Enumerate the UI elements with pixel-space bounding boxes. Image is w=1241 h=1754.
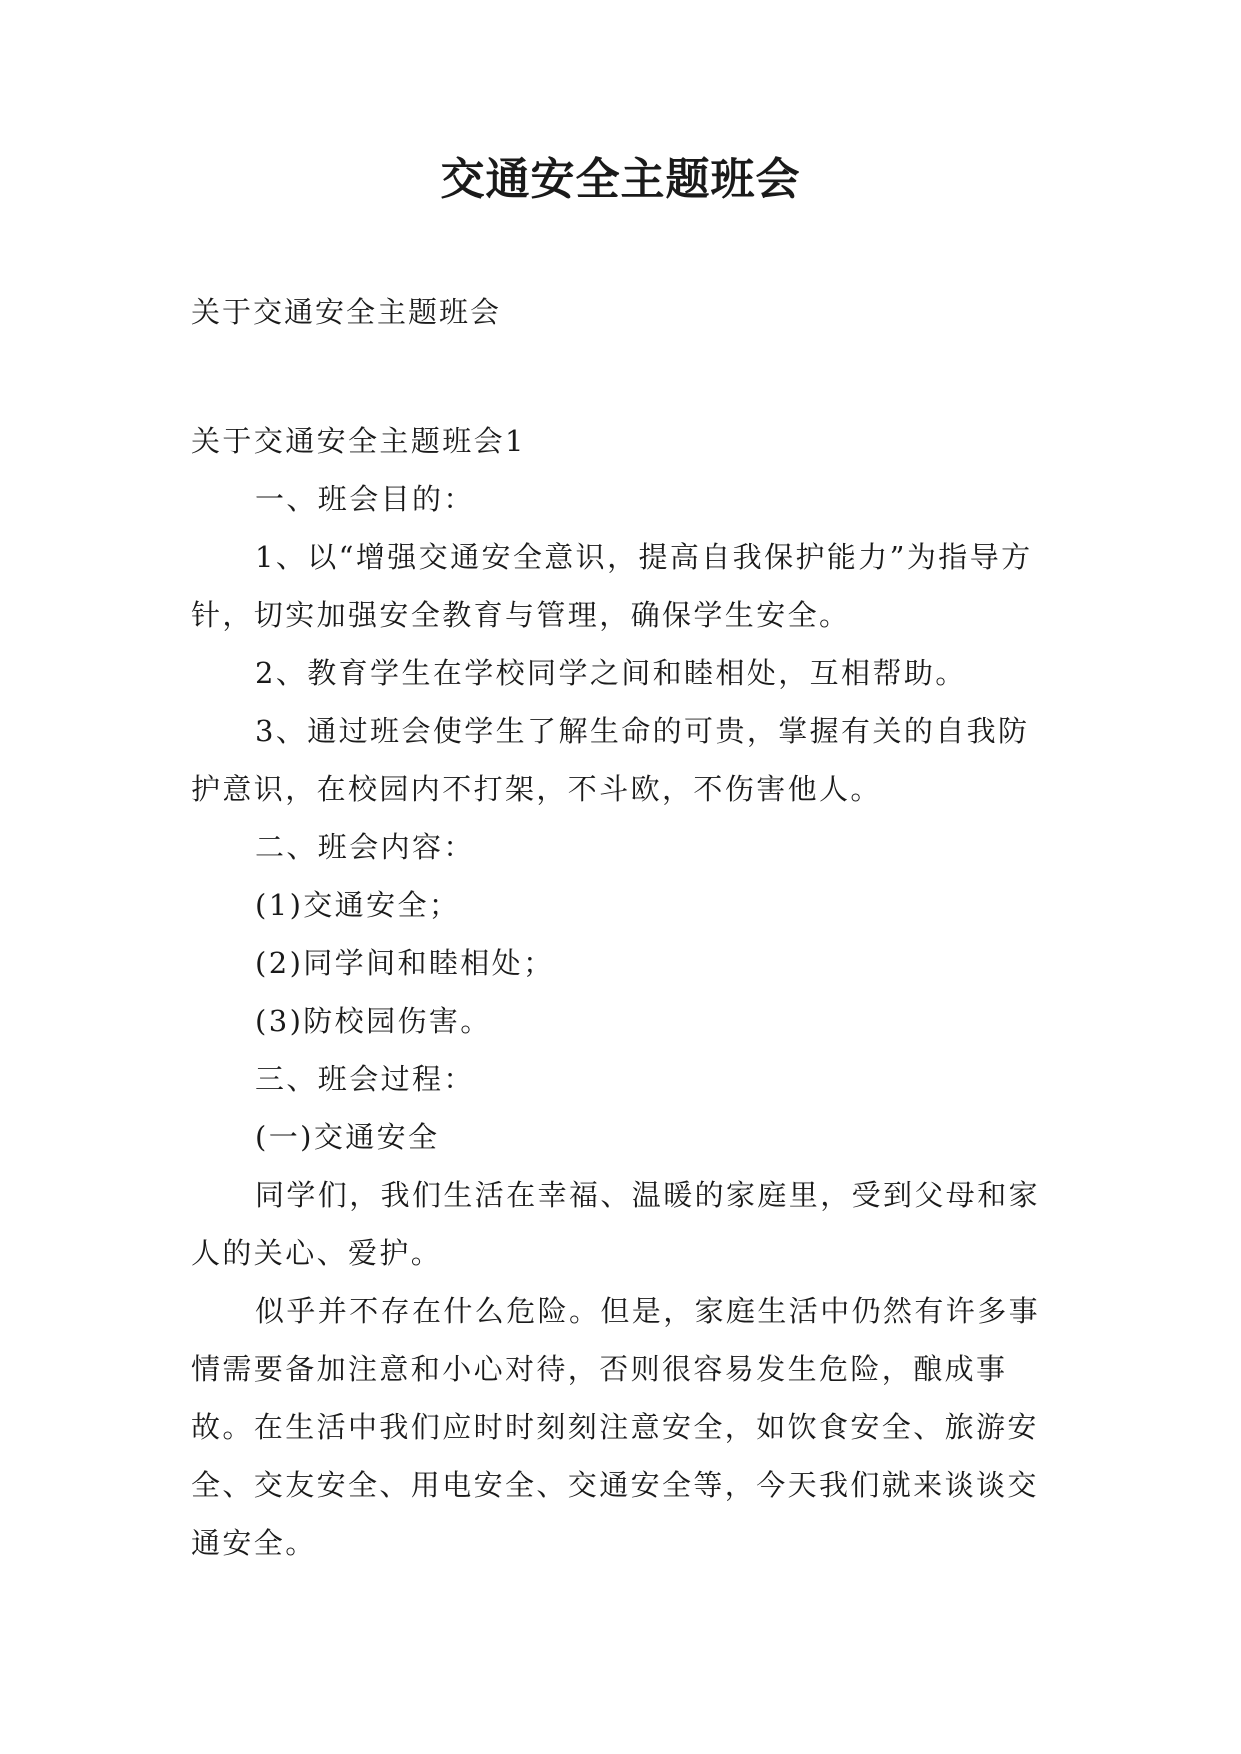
paragraph: 3、通过班会使学生了解生命的可贵，掌握有关的自我防护意识，在校园内不打架，不斗欧，不伤害他人。 <box>191 714 1030 806</box>
paragraph: (1)交通安全； <box>255 888 461 922</box>
paragraph: (2)同学间和睦相处； <box>255 946 555 980</box>
paragraph: 2、教育学生在学校同学之间和睦相处，互相帮助。 <box>255 656 967 690</box>
document-body <box>191 412 1051 1572</box>
paragraph: (3)防校园伤害。 <box>255 1004 492 1038</box>
paragraph: 一、班会目的： <box>255 482 475 516</box>
paragraph: 似乎并不存在什么危险。但是，家庭生活中仍然有许多事情需要备加注意和小心对待，否则很容易发生危险，酿成事故。在生活中我们应时时刻刻注意安全，如饮食安全、旅游安全、交友安全、用电安全、交通安全等，今天我们就来谈谈交通安全。 <box>191 1294 1041 1560</box>
paragraph: 三、班会过程： <box>255 1062 475 1096</box>
paragraph: 同学们，我们生活在幸福、温暖的家庭里，受到父母和家人的关心、爱护。 <box>191 1178 1041 1270</box>
paragraph: 二、班会内容： <box>255 830 475 864</box>
paragraph-heading: 关于交通安全主题班会1 <box>191 424 526 458</box>
document-title: 交通安全主题班会 <box>440 154 801 205</box>
document-subtitle: 关于交通安全主题班会 <box>191 295 502 329</box>
paragraph: 1、以“增强交通安全意识，提高自我保护能力”为指导方针，切实加强安全教育与管理，确保学生安全。 <box>191 540 1033 632</box>
paragraph: (一)交通安全 <box>255 1120 440 1154</box>
